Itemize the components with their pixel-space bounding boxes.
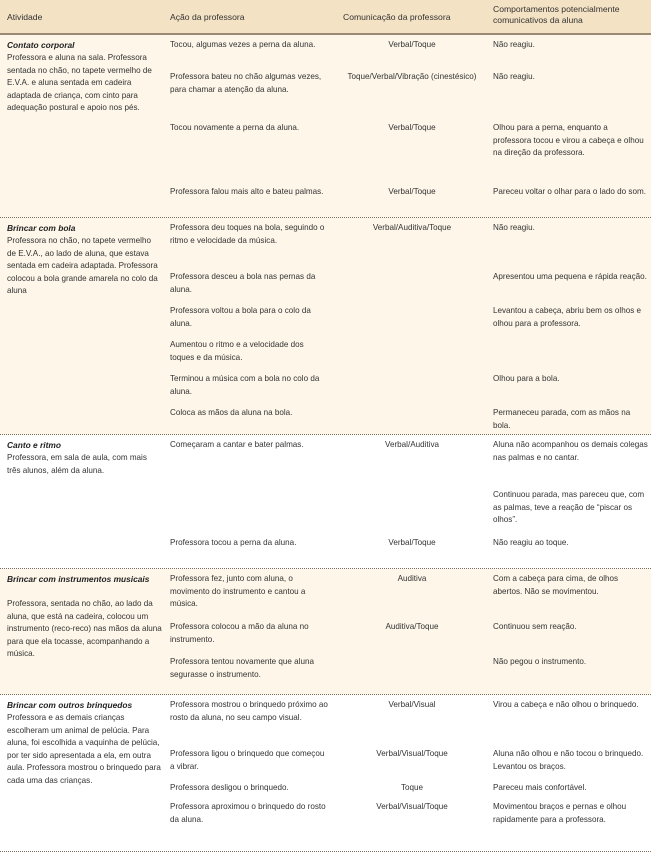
comunicacao-cell: Verbal/Toque [388,123,436,132]
acao-cell: Professora bateu no chão algumas vezes, para chamar a atenção da aluna. [170,72,322,94]
comunicacao-cell: Toque [400,783,424,792]
comunicacao-cell: Verbal/Visual/Toque [376,802,448,811]
acao-cell: Começaram a cantar e bater palmas. [170,440,304,449]
comportamento-cell: Apresentou uma pequena e rápida reação. [493,272,647,281]
comportamento-cell: Não pegou o instrumento. [493,657,587,666]
activity-title: Canto e ritmo [7,440,61,450]
activity-title: Contato corporal [7,40,75,50]
comportamento-cell: Não reagiu. [493,40,535,49]
table-header [0,0,651,35]
header-comportamentos: Comportamentos potencialmente comunicativos da aluna [493,4,620,25]
table-row [0,373,651,396]
comportamento-cell: Olhou para a perna, enquanto a professora tocou e virou a cabeça e olhou na direção da professora. [493,123,644,158]
activity-title: Brincar com instrumentos musicais [7,574,150,584]
comportamento-cell: Com a cabeça para cima, de olhos abertos. Não se movimentou. [493,574,619,596]
acao-cell: Professora ligou o brinquedo que começou a vibrar. [170,749,325,771]
table-row [0,122,651,158]
table-row [0,186,651,196]
comunicacao-cell: Verbal/Auditiva/Toque [372,223,452,232]
activity-title: Brincar com outros brinquedos [7,700,133,710]
comunicacao-cell: Verbal/Visual [388,700,436,709]
table-row [0,656,651,679]
activity-section [0,35,651,218]
comportamento-cell: Olhou para a bola. [493,374,560,383]
acao-cell: Professora mostrou o brinquedo próximo ao rosto da aluna, no seu campo visual. [170,700,328,722]
activity-description: Professora e as demais crianças escolheram um animal de pelúcia. Para aluna, foi escolhida a vaquinha de pelúcia, por ter sido apresentada a ela, em outra aula. Professora mostrou o brinquedo para cada uma das crianças. [7,713,161,785]
acao-cell: Professora colocou a mão da aluna no instrumento. [170,622,309,644]
comportamento-cell: Aluna não acompanhou os demais colegas nas palmas e no cantar. [493,440,648,462]
comunicacao-cell: Verbal/Auditiva [385,440,439,449]
table-row [0,339,651,362]
activity-section [0,569,651,695]
table-row [0,782,651,792]
comportamento-cell: Pareceu voltar o olhar para o lado do som. [493,187,646,196]
comportamento-cell: Levantou a cabeça, abriu bem os olhos e olhou para a professora. [493,306,642,328]
activity-description: Professora, sentada no chão, ao lado da aluna, que está na cadeira, colocou um instrumento (reco-reco) nas mãos da aluna para que ela tocasse, acompanhando a música. [7,599,162,659]
acao-cell: Professora tentou novamente que aluna segurasse o instrumento. [170,657,314,679]
activity-description: Professora e aluna na sala. Professora sentada no chão, no tapete vermelho de E.V.A. e aluna sentada em cadeira adaptada de criança, com cinto para adequação postural e apoio nos pés. [7,53,152,113]
comunicacao-cell: Auditiva [397,574,427,583]
header-comunicacao: Comunicação da professora [343,12,451,22]
comportamento-cell: Pareceu mais confortável. [493,783,587,792]
activity-description: Professora no chão, no tapete vermelho de E.V.A., ao lado de aluna, que estava sentada em cadeira adaptada. Professora colocou a bola grande amarela no colo da aluna [7,236,158,296]
activity-title: Brincar com bola [7,223,76,233]
activity-section [0,435,651,569]
comportamento-cell: Não reagiu. [493,223,535,232]
acao-cell: Professora aproximou o brinquedo do rosto da aluna. [170,802,326,824]
comunicacao-cell: Verbal/Toque [388,538,436,547]
comportamento-cell: Permaneceu parada, com as mãos na bola. [493,408,631,430]
table-row [0,71,651,94]
comportamento-cell: Continuou parada, mas pareceu que, com as palmas, teve a reação de “piscar os olhos”. [493,490,645,525]
comunicacao-cell: Verbal/Toque [388,40,436,49]
header-acao: Ação da professora [170,12,245,22]
table-row [0,801,651,824]
acao-cell: Professora deu toques na bola, seguindo o ritmo e velocidade da música. [170,223,325,245]
acao-cell: Tocou, algumas vezes a perna da aluna. [170,40,316,49]
comportamento-cell: Continuou sem reação. [493,622,577,631]
acao-cell: Professora desligou o brinquedo. [170,783,289,792]
table-row [0,305,651,328]
acao-cell: Coloca as mãos da aluna na bola. [170,408,293,417]
table-row [0,271,651,294]
table-row [0,748,651,771]
acao-cell: Professora voltou a bola para o colo da aluna. [170,306,311,328]
comportamento-cell: Não reagiu. [493,72,535,81]
acao-cell: Professora falou mais alto e bateu palmas. [170,187,324,196]
acao-cell: Aumentou o ritmo e a velocidade dos toques e da música. [170,340,304,362]
comunicacao-cell: Verbal/Toque [388,187,436,196]
comunicacao-cell: Verbal/Visual/Toque [376,749,448,758]
header-atividade: Atividade [7,12,43,22]
comportamento-cell: Não reagiu ao toque. [493,538,569,547]
acao-cell: Terminou a música com a bola no colo da aluna. [170,374,320,396]
activity-section [0,695,651,852]
comunicacao-cell: Toque/Verbal/Vibração (cinestésico) [347,72,477,81]
table-row [0,489,651,525]
table-row [0,407,651,430]
acao-cell: Professora fez, junto com aluna, o movimento do instrumento e cantou a música. [170,574,306,609]
activity-description: Professora, em sala de aula, com mais três alunos, além da aluna. [7,453,147,475]
table-row [0,537,651,547]
activity-section [0,218,651,435]
acao-cell: Professora desceu a bola nas pernas da aluna. [170,272,316,294]
comportamento-cell: Aluna não olhou e não tocou o brinquedo. Levantou os braços. [493,749,644,771]
comportamento-cell: Virou a cabeça e não olhou o brinquedo. [493,700,639,709]
acao-cell: Tocou novamente a perna da aluna. [170,123,300,132]
comportamento-cell: Movimentou braços e pernas e olhou rapidamente para a professora. [493,802,627,824]
acao-cell: Professora tocou a perna da aluna. [170,538,297,547]
comunicacao-cell: Auditiva/Toque [385,622,439,631]
table-row [0,621,651,644]
